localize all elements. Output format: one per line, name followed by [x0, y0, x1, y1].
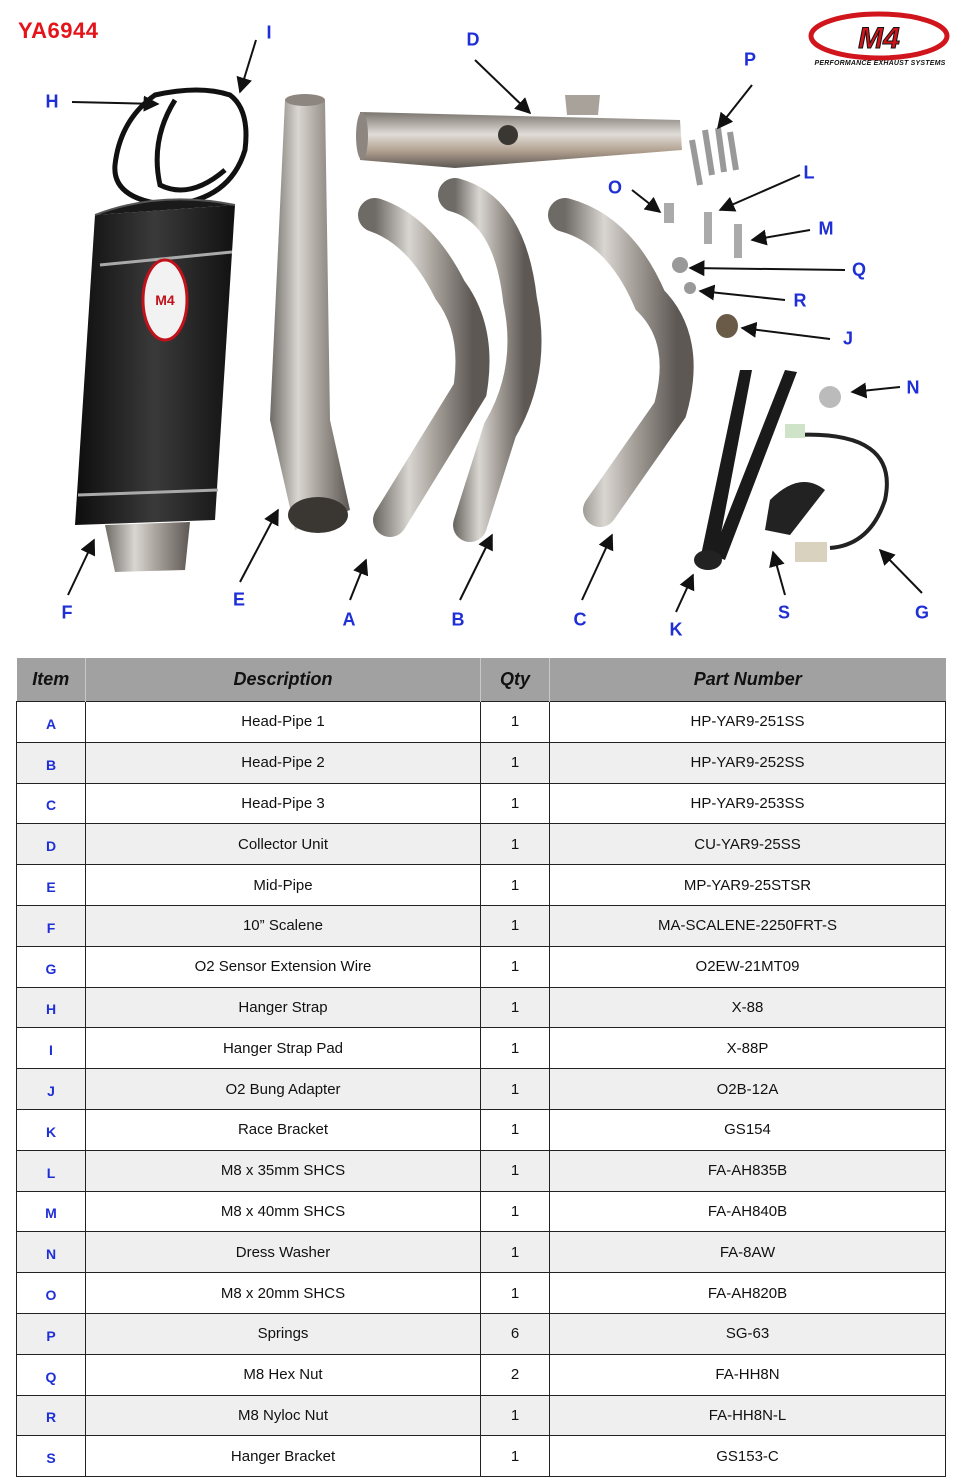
cell-item: K [17, 1109, 86, 1150]
cell-description: Head-Pipe 2 [86, 742, 481, 783]
callout-b: B [451, 609, 465, 630]
cell-qty: 1 [481, 824, 550, 865]
cell-qty: 1 [481, 1028, 550, 1069]
table-row [17, 702, 946, 743]
parts-table [16, 658, 946, 1477]
collector-unit [356, 95, 682, 168]
cell-item: A [17, 702, 86, 743]
hanger-strap [115, 90, 246, 205]
cell-item: N [17, 1232, 86, 1273]
cell-item: M [17, 1191, 86, 1232]
cell-description: M8 Hex Nut [86, 1354, 481, 1395]
table-body [17, 702, 946, 1477]
cell-description: M8 x 20mm SHCS [86, 1273, 481, 1314]
callout-s: S [777, 602, 791, 623]
table-row [17, 742, 946, 783]
table-row [17, 783, 946, 824]
table-row [17, 905, 946, 946]
cell-qty: 1 [481, 783, 550, 824]
cell-description: Race Bracket [86, 1109, 481, 1150]
cell-part-number: O2EW-21MT09 [550, 946, 946, 987]
header-part-number: Part Number [550, 658, 946, 702]
header-qty: Qty [481, 658, 550, 702]
muffler-scalene [75, 199, 235, 572]
cell-part-number: MA-SCALENE-2250FRT-S [550, 905, 946, 946]
callout-f: F [61, 602, 73, 623]
cell-description: Hanger Strap Pad [86, 1028, 481, 1069]
cell-item: E [17, 865, 86, 906]
table-row [17, 1191, 946, 1232]
cell-item: G [17, 946, 86, 987]
cell-item: B [17, 742, 86, 783]
cell-qty: 1 [481, 1069, 550, 1110]
cell-part-number: GS154 [550, 1109, 946, 1150]
table-row [17, 824, 946, 865]
cell-item: P [17, 1313, 86, 1354]
cell-description: Hanger Bracket [86, 1436, 481, 1477]
cell-description: 10” Scalene [86, 905, 481, 946]
cell-part-number: FA-AH840B [550, 1191, 946, 1232]
table-row [17, 1436, 946, 1477]
cell-qty: 1 [481, 742, 550, 783]
cell-description: M8 Nyloc Nut [86, 1395, 481, 1436]
table-row [17, 1273, 946, 1314]
cell-part-number: FA-AH835B [550, 1150, 946, 1191]
cell-part-number: GS153-C [550, 1436, 946, 1477]
table-row [17, 946, 946, 987]
cell-item: J [17, 1069, 86, 1110]
cell-description: Dress Washer [86, 1232, 481, 1273]
cell-qty: 1 [481, 865, 550, 906]
cell-part-number: SG-63 [550, 1313, 946, 1354]
cell-part-number: FA-HH8N [550, 1354, 946, 1395]
parts-photo [0, 0, 960, 650]
cell-part-number: FA-8AW [550, 1232, 946, 1273]
cell-description: M8 x 35mm SHCS [86, 1150, 481, 1191]
cell-description: O2 Sensor Extension Wire [86, 946, 481, 987]
cell-qty: 1 [481, 1436, 550, 1477]
cell-part-number: X-88P [550, 1028, 946, 1069]
callout-k: K [669, 619, 683, 640]
cell-item: R [17, 1395, 86, 1436]
callout-j: J [842, 328, 854, 349]
table-row [17, 865, 946, 906]
callout-d: D [466, 29, 480, 50]
callout-n: N [906, 377, 920, 398]
table-row [17, 1028, 946, 1069]
cell-part-number: CU-YAR9-25SS [550, 824, 946, 865]
table-header-row [17, 658, 946, 702]
cell-part-number: MP-YAR9-25STSR [550, 865, 946, 906]
cell-part-number: FA-HH8N-L [550, 1395, 946, 1436]
cell-item: S [17, 1436, 86, 1477]
cell-description: Head-Pipe 1 [86, 702, 481, 743]
header-item: Item [17, 658, 86, 702]
cell-qty: 1 [481, 1395, 550, 1436]
cell-item: I [17, 1028, 86, 1069]
cell-description: Springs [86, 1313, 481, 1354]
cell-qty: 2 [481, 1354, 550, 1395]
cell-item: O [17, 1273, 86, 1314]
callout-a: A [342, 609, 356, 630]
cell-description: M8 x 40mm SHCS [86, 1191, 481, 1232]
table-row [17, 1354, 946, 1395]
head-pipes [375, 195, 677, 525]
callout-p: P [743, 49, 757, 70]
cell-description: Mid-Pipe [86, 865, 481, 906]
cell-part-number: HP-YAR9-253SS [550, 783, 946, 824]
logo-tagline: PERFORMANCE EXHAUST SYSTEMS [814, 60, 946, 67]
cell-qty: 1 [481, 1232, 550, 1273]
table-row [17, 1232, 946, 1273]
model-code: YA6944 [18, 18, 99, 43]
callout-l: L [803, 162, 815, 183]
cell-qty: 1 [481, 1273, 550, 1314]
callout-q: Q [851, 259, 867, 280]
mid-pipe [270, 94, 350, 533]
callout-m: M [818, 218, 834, 239]
cell-item: Q [17, 1354, 86, 1395]
cell-description: Head-Pipe 3 [86, 783, 481, 824]
callout-r: R [793, 290, 807, 311]
cell-qty: 1 [481, 905, 550, 946]
cell-item: C [17, 783, 86, 824]
table-row [17, 1395, 946, 1436]
table-row [17, 1069, 946, 1110]
callout-i: I [266, 22, 272, 43]
cell-part-number: O2B-12A [550, 1069, 946, 1110]
table-row [17, 1150, 946, 1191]
cell-qty: 1 [481, 702, 550, 743]
cell-qty: 1 [481, 1191, 550, 1232]
cell-qty: 1 [481, 987, 550, 1028]
callout-h: H [45, 91, 59, 112]
cell-qty: 6 [481, 1313, 550, 1354]
header-description: Description [86, 658, 481, 702]
brackets-and-wire [694, 370, 887, 570]
cell-item: L [17, 1150, 86, 1191]
cell-part-number: HP-YAR9-252SS [550, 742, 946, 783]
cell-description: O2 Bung Adapter [86, 1069, 481, 1110]
callout-c: C [573, 609, 587, 630]
cell-item: H [17, 987, 86, 1028]
callout-g: G [914, 602, 930, 623]
table-row [17, 1313, 946, 1354]
cell-description: Collector Unit [86, 824, 481, 865]
springs [692, 128, 736, 185]
callout-o: O [607, 177, 623, 198]
cell-part-number: FA-AH820B [550, 1273, 946, 1314]
callout-e: E [232, 589, 246, 610]
table-row [17, 987, 946, 1028]
cell-item: F [17, 905, 86, 946]
svg-text:M4: M4 [155, 292, 175, 308]
cell-qty: 1 [481, 946, 550, 987]
logo-mark: M4 [858, 22, 900, 55]
cell-description: Hanger Strap [86, 987, 481, 1028]
cell-qty: 1 [481, 1150, 550, 1191]
cell-qty: 1 [481, 1109, 550, 1150]
cell-item: D [17, 824, 86, 865]
table-row [17, 1109, 946, 1150]
cell-part-number: X-88 [550, 987, 946, 1028]
cell-part-number: HP-YAR9-251SS [550, 702, 946, 743]
